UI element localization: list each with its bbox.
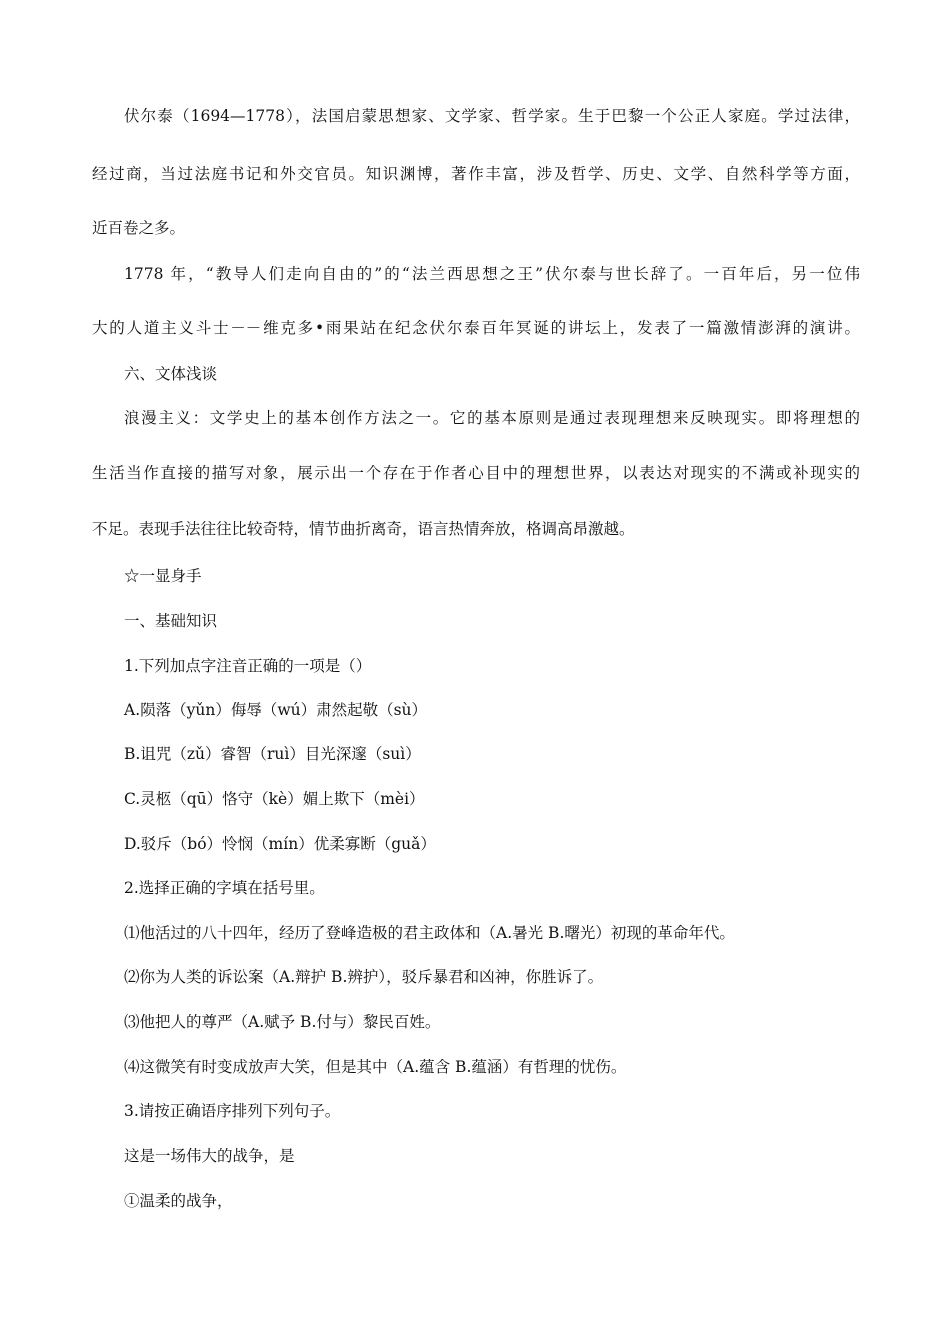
question-2-stem: 2.选择正确的字填在括号里。 xyxy=(124,879,325,897)
genre-heading: 六、文体浅谈 xyxy=(124,365,218,383)
background-line-2: 大的人道主义斗士－－维克多•雨果站在纪念伏尔泰百年冥诞的讲坛上，发表了一篇激情澎湃的演讲。 xyxy=(92,319,860,337)
intro-line-1: 伏尔泰（1694—1778），法国启蒙思想家、文学家、哲学家。生于巴黎一个公正人家庭。学过法律， xyxy=(124,107,860,125)
question-2-item-4: ⑷这微笑有时变成放声大笑，但是其中（A.蕴含 B.蕴涵）有哲理的忧伤。 xyxy=(124,1058,627,1076)
question-2-item-1: ⑴他活过的八十四年，经历了登峰造极的君主政体和（A.暑光 B.曙光）初现的革命年代。 xyxy=(124,924,735,942)
genre-line-3: 不足。表现手法往往比较奇特，情节曲折离奇，语言热情奔放，格调高昂激越。 xyxy=(92,520,635,538)
question-3-item-1: ①温柔的战争， xyxy=(124,1192,233,1210)
genre-line-1: 浪漫主义：文学史上的基本创作方法之一。它的基本原则是通过表现理想来反映现实。即将理想的 xyxy=(124,409,860,427)
question-1-option-c: C.灵柩（qū）恪守（kè）媚上欺下（mèi） xyxy=(124,790,425,808)
question-1-option-d: D.驳斥（bó）怜悯（mín）优柔寡断（guǎ） xyxy=(124,835,436,853)
question-3-stem: 3.请按正确语序排列下列句子。 xyxy=(124,1102,341,1120)
question-1-option-a: A.陨落（yǔn）侮辱（wú）肃然起敬（sù） xyxy=(124,701,428,719)
question-3-lead: 这是一场伟大的战争，是 xyxy=(124,1147,295,1165)
genre-line-2: 生活当作直接的描写对象，展示出一个存在于作者心目中的理想世界，以表达对现实的不满或补现实的 xyxy=(92,464,860,482)
question-2-item-2: ⑵你为人类的诉讼案（A.辩护 B.辨护），驳斥暴君和凶神，你胜诉了。 xyxy=(124,968,604,986)
intro-line-3: 近百卷之多。 xyxy=(92,219,186,237)
question-2-item-3: ⑶他把人的尊严（A.赋予 B.付与）黎民百姓。 xyxy=(124,1013,441,1031)
question-1-stem: 1.下列加点字注音正确的一项是（） xyxy=(124,657,372,675)
section-heading: 一、基础知识 xyxy=(124,612,218,630)
background-line-1: 1778 年，“教导人们走向自由的”的“法兰西思想之王”伏尔泰与世长辞了。一百年后，另一位伟 xyxy=(124,265,860,283)
question-1-option-b: B.诅咒（zǔ）睿智（ruì）目光深邃（suì） xyxy=(124,745,421,763)
intro-line-2: 经过商，当过法庭书记和外交官员。知识渊博，著作丰富，涉及哲学、历史、文学、自然科学等方面， xyxy=(92,165,860,183)
exercise-title: ☆一显身手 xyxy=(124,567,202,585)
